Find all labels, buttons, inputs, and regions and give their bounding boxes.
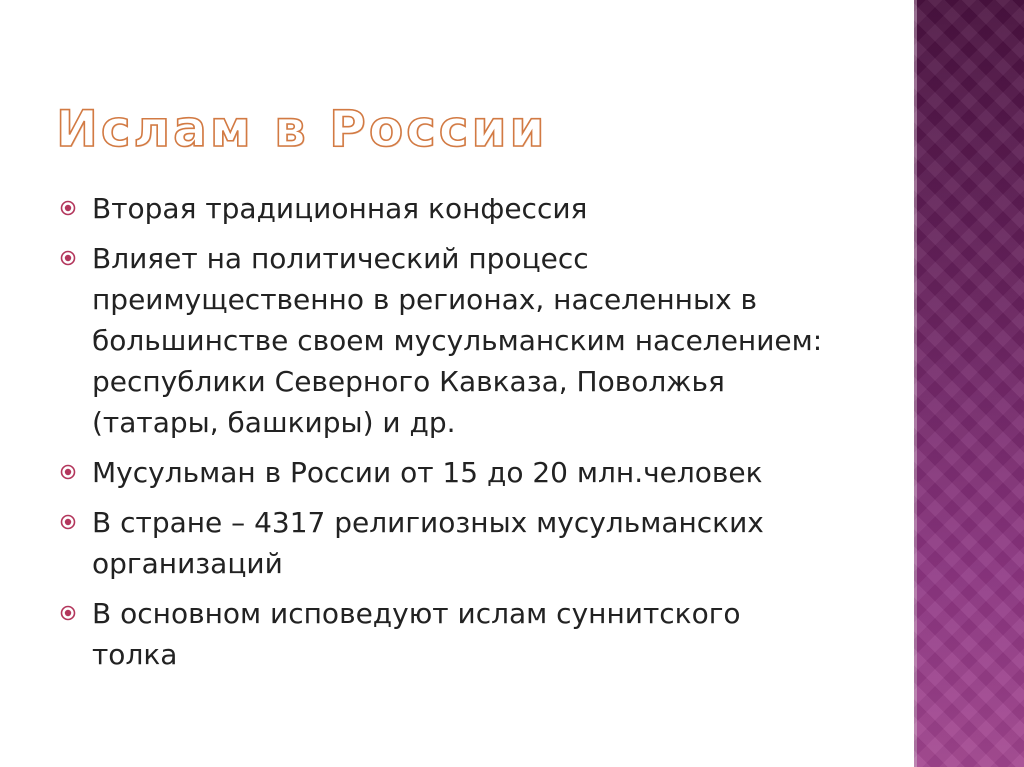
- target-bullet-icon: [60, 250, 76, 266]
- bullet-item: [60, 238, 830, 443]
- bullet-item: [60, 502, 830, 584]
- target-bullet-icon: [60, 200, 76, 216]
- target-bullet-icon: [60, 514, 76, 530]
- bullet-text: Вторая традиционная конфессия: [92, 192, 588, 225]
- decorative-side-panel: [914, 0, 1024, 767]
- bullet-text: Влияет на политический процесс преимущественно в регионах, населенных в большинстве своем мусульманским населением: республики Северного Кавказа, Поволжья (татары, башкиры) и др.: [92, 242, 823, 439]
- slide-title: Ислам в России: [56, 100, 548, 158]
- target-bullet-icon: [60, 605, 76, 621]
- bullet-item: [60, 593, 830, 675]
- bullet-text: В стране – 4317 религиозных мусульманских организаций: [92, 506, 764, 580]
- bullet-text: Мусульман в России от 15 до 20 млн.человек: [92, 456, 763, 489]
- bullet-text: В основном исповедуют ислам суннитского толка: [92, 597, 741, 671]
- bullet-item: [60, 188, 830, 229]
- side-panel-pattern: [914, 0, 1024, 767]
- bullet-list: [60, 188, 830, 684]
- target-bullet-icon: [60, 464, 76, 480]
- bullet-item: [60, 452, 830, 493]
